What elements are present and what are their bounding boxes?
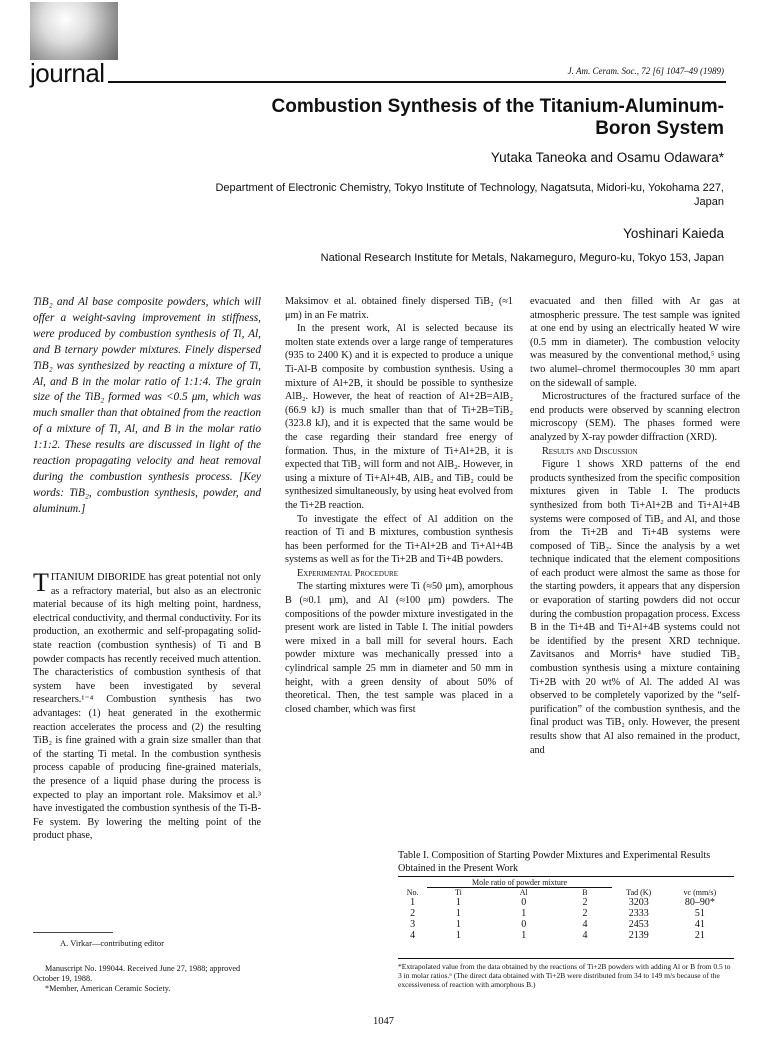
table-cell: 51 — [694, 908, 705, 919]
paragraph: Microstructures of the fractured surface of the end products were observed by scanning electron microscopy (SEM). The phases formed were analyzed by X-ray powder diffraction (XRD). — [530, 391, 740, 443]
footnote-manuscript: Manuscript No. 199044. Received June 27, 1988; approved October 19, 1988. — [33, 964, 241, 983]
table-header: Tad (K) — [626, 887, 652, 897]
table-header: Ti — [454, 888, 462, 897]
body-column-3 — [530, 295, 740, 757]
table-header: Al — [519, 888, 528, 897]
table-cell: 21 — [694, 930, 705, 941]
table-note: *Extrapolated value from the data obtained by the reactions of Ti+2B powders with adding Al or B from 0.5 to 3 in molar ratios.⁶ (The direct data obtained with Ti+2B were distributed from 34 to 149 m/s because of the excessiveness of reaction with amorphous B.) — [398, 962, 731, 989]
table-cell: 1 — [455, 908, 461, 919]
paragraph: Figure 1 shows XRD patterns of the end products synthesized from the specific composition mixtures given in Table I. The products synthesized from both Ti+Al+2B and Ti+Al+4B systems were composed of TiB₂ and Al, and those from the Ti+2B and Ti+4B systems were composed of TiB₂. Since the analysis by a wet technique indicated that the element compositions of each product were almost the same as those for the starting powders, it appears that any dispersion or evaporation of starting powders did not occur during the combustion propagation process. Excess B in the Ti+4B and Ti+Al+4B systems could not be identified by the present XRD technique. Zavitsanos and Morris⁴ have studied TiB₂ combustion synthesis using a mixture containing Ti+2B with 20 wt% of Al. The added Al was observed to be completely vaporized by the “self-purification” of the combustion synthesis, and the final product was TiB₂ only. However, the present results show that Al also remained in the product, and — [530, 459, 740, 756]
table-cell: 2333 — [628, 908, 649, 919]
table-cell: 2453 — [628, 919, 649, 930]
table-cell: 1 — [410, 897, 416, 908]
affiliation-2: National Research Institute for Metals, Nakameguro, Meguro-ku, Tokyo 153, Japan — [320, 252, 724, 264]
table-cell: 4 — [410, 930, 416, 941]
body-column-1 — [33, 568, 261, 843]
journal-logo-texture — [30, 2, 118, 60]
table-header: vc (mm/s) — [683, 887, 717, 897]
affiliation-1: Department of Electronic Chemistry, Tokyo Institute of Technology, Nagatsuta, Midori-ku, Yokohama 227, Japan — [215, 182, 724, 208]
table-cell: 2139 — [628, 930, 649, 941]
abstract: TiB₂ and Al base composite powders, which will offer a weight-saving improvement in stiffness, were produced by combustion synthesis of Ti, Al, and B ternary powder mixtures. Finely dispersed TiB₂ was synthesized by reacting a mixture of Ti, Al, and B in the molar ratio of 1:1:4. The grain size of the TiB₂ formed was <0.5 μm, which was much smaller than that obtained from the reaction of a mixture of Ti, Al, and B in the molar ratio 1:1:2. These results are discussed in light of the reaction propagating velocity and heat removal during the combustion synthesis process. [Key words: TiB₂, combustion synthesis, powder, and aluminum.] — [33, 296, 261, 515]
table-cell: 2 — [410, 908, 416, 919]
table-header: No. — [406, 887, 419, 897]
table-cell: 4 — [582, 930, 588, 941]
table-cell: 3 — [410, 919, 416, 930]
paper-title: Combustion Synthesis of the Titanium-Aluminum-Boron System — [271, 96, 724, 139]
paragraph: In the present work, Al is selected because its molten state extends over a large range of temperatures (935 to 2400 K) and it is expected to produce a unique Ti-Al-B composite by combustion synthesis. Using a mixture of Al+2B, it should be possible to synthesize AlB₂. However, the heat of reaction of Al+2B=AlB₂ (66.9 kJ) is much smaller than that of Ti+2B=TiB₂ (323.8 kJ), and it is expected that the same would be the case regarding their standard free energy of formation. Thus, in the mixture of Ti+Al+2B, it is expected that TiB₂ will form and not AlB₂. However, in using a mixture of Ti+Al+4B, AlB₂ and TiB₂ could be synthesized simultaneously, by using heat evolved from the Ti+2B reaction. — [285, 323, 513, 511]
intro-paragraph — [33, 568, 261, 843]
footnote-editor: A. Virkar—contributing editor — [60, 938, 164, 948]
table-cell: 2 — [582, 897, 588, 908]
page-number: 1047 — [373, 1016, 394, 1027]
footnote-block — [33, 964, 268, 994]
table-cell: 0 — [521, 919, 527, 930]
section-heading-results: Results and Discussion — [542, 445, 638, 457]
table-cell: 3203 — [628, 897, 649, 908]
table-rule-bottom — [398, 958, 734, 959]
authors-line-2: Yoshinari Kaieda — [623, 226, 724, 241]
table-cell: 1 — [455, 897, 461, 908]
table-cell: 1 — [521, 930, 527, 941]
results-table — [398, 878, 734, 941]
paragraph: To investigate the effect of Al addition on the reaction of Ti and B mixtures, combustion synthesis has been performed for the Ti+Al+2B and Ti+Al+4B systems as well as for the Ti+2B and Ti+4B powders. — [285, 513, 513, 566]
journal-citation: J. Am. Ceram. Soc., 72 [6] 1047–49 (1989) — [567, 66, 724, 76]
table-cell: 41 — [694, 919, 705, 930]
table-cell: 4 — [582, 919, 588, 930]
footnote-rule — [33, 932, 113, 933]
table-cell: 2 — [582, 908, 588, 919]
journal-logo: journal — [30, 58, 105, 88]
paragraph: evacuated and then filled with Ar gas at atmospheric pressure. The test sample was ignited at one end by using an electrically heated W wire (0.5 mm in diameter). The combustion velocity was measured by the conventional method,⁵ using two alumel–chromel thermocouples 30 mm apart on the sidewall of sample. — [530, 296, 740, 389]
table-header: B — [582, 888, 588, 897]
table-cell: 1 — [455, 930, 461, 941]
table-cell: 1 — [521, 908, 527, 919]
section-heading-experimental: Experimental Procedure — [297, 567, 398, 579]
footnote-member: *Member, American Ceramic Society. — [45, 984, 171, 993]
table-row — [398, 897, 734, 908]
table-row — [398, 930, 734, 941]
intro-smallcaps: ITANIUM DIBORIDE — [50, 572, 146, 583]
header-rule — [108, 81, 726, 83]
table-rule-top — [398, 876, 734, 877]
body-column-2 — [285, 295, 513, 716]
paragraph: The starting mixtures were Ti (≈50 μm), amorphous B (≈0.1 μm), and Al (≈100 μm) powders. The compositions of the powder mixture investigated in the present work are listed in Table I. The initial powders were mixed in a ball mill for several hours. Each powder mixture was mechanically pressed into a cylindrical sample 25 mm in diameter and 50 mm in height, with a green density of about 50% of theoretical. Then, the test sample was placed in a closed chamber, which was first — [285, 581, 513, 715]
paragraph: Maksimov et al. obtained finely dispersed TiB₂ (≈1 μm) in an Fe matrix. — [285, 296, 513, 321]
table-caption: Table I. Composition of Starting Powder Mixtures and Experimental Results Obtained in the Present Work — [398, 850, 711, 874]
authors-line-1: Yutaka Taneoka and Osamu Odawara* — [490, 150, 724, 165]
table-cell: 0 — [521, 897, 527, 908]
table-cell: 1 — [455, 919, 461, 930]
table-row — [398, 919, 734, 930]
table-group-header: Mole ratio of powder mixture — [427, 878, 611, 888]
intro-text: has great potential not only as a refractory material, but also as an electronic material because of its high melting point, hardness, electrical conductivity, and thermal conductivity. For its production, an exothermic and self-propagating solid-state reaction (combustion synthesis) of Ti and B powder compacts has recently received much attention. The characteristics of combustion synthesis of that system have been investigated by several researchers.¹⁻⁴ Combustion synthesis has two advantages: (1) heat generated in the exothermic reaction accelerates the process and (2) the resulting TiB₂ is fine grained with a grain size smaller than that of the starting Ti metal. In the combustion synthesis process capable of producing fine-grained materials, the presence of a liquid phase during the process is expected to play an important role. Maksimov et al.³ have investigated the combustion synthesis of the Ti-B-Fe system. By lowering the melting point of the product phase, — [33, 572, 261, 842]
dropcap: T — [33, 568, 49, 597]
table-cell: 80–90* — [684, 897, 715, 908]
table-row — [398, 908, 734, 919]
